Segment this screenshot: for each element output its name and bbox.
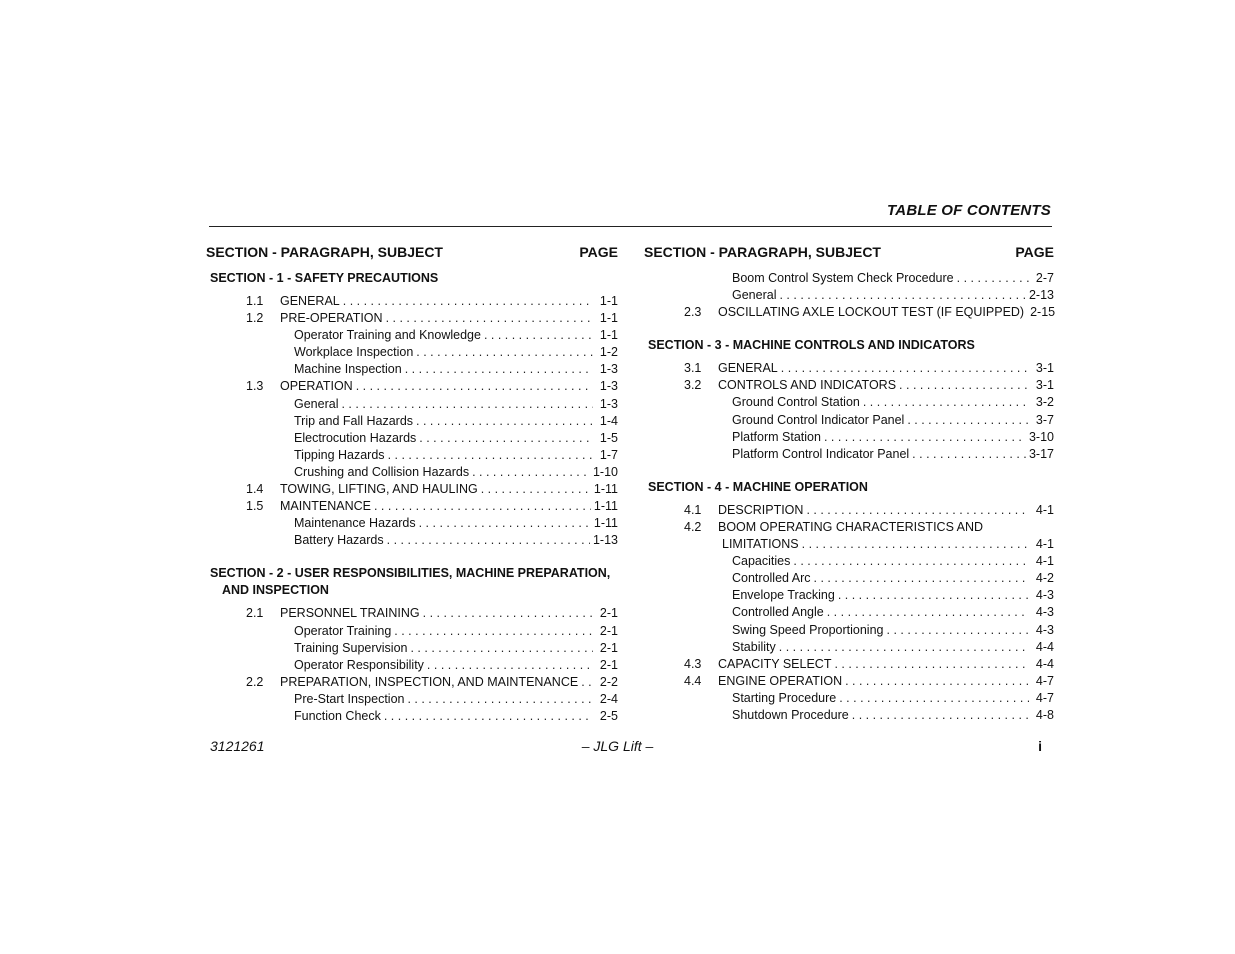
- toc-entry[interactable]: [644, 304, 1054, 321]
- toc-entry[interactable]: [644, 570, 1054, 587]
- toc-entry[interactable]: [644, 604, 1054, 621]
- toc-entry-page: 4-3: [1035, 622, 1054, 637]
- toc-entry-page: 4-1: [1035, 502, 1054, 517]
- leader-dots: [386, 310, 593, 327]
- toc-entry-page: 3-2: [1035, 395, 1054, 410]
- toc-entry-title: Capacities: [732, 554, 791, 569]
- toc-entry-title: OPERATION: [280, 379, 353, 394]
- toc-entry[interactable]: [644, 270, 1054, 287]
- toc-entry-page: 1-11: [593, 516, 618, 531]
- leader-dots: [779, 287, 1025, 304]
- toc-entry-number: 3.2: [684, 378, 702, 393]
- toc-entry-page: 1-11: [593, 482, 618, 497]
- toc-entry-page: 4-3: [1035, 605, 1054, 620]
- toc-entry[interactable]: [644, 360, 1054, 377]
- toc-entry-page: 3-1: [1035, 361, 1054, 376]
- toc-entry-number: 1.5: [246, 499, 264, 514]
- toc-entry[interactable]: [206, 691, 618, 708]
- toc-entry[interactable]: [206, 378, 618, 395]
- footer-brand: – JLG Lift –: [581, 738, 654, 754]
- toc-entry-page: 1-1: [599, 294, 618, 308]
- toc-entry-number: 4.1: [684, 502, 702, 517]
- toc-entry-title: Function Check: [294, 708, 381, 723]
- leader-dots: [416, 344, 593, 361]
- toc-entry-page: 4-7: [1035, 673, 1054, 688]
- toc-entry-title: Controlled Arc: [732, 571, 811, 586]
- toc-entry-page: 4-4: [1035, 656, 1054, 671]
- leader-dots: [343, 293, 593, 310]
- toc-entry-title: Operator Training and Knowledge: [294, 328, 481, 343]
- toc-entry-page: 2-7: [1035, 271, 1054, 285]
- section-1-title[interactable]: SECTION - 1 - SAFETY PRECAUTIONS: [210, 271, 439, 285]
- toc-entry-page: 3-7: [1035, 412, 1054, 427]
- page-header-title: TABLE OF CONTENTS: [887, 202, 1051, 219]
- toc-entry-title: CAPACITY SELECT: [718, 656, 832, 671]
- toc-entry[interactable]: [206, 481, 618, 498]
- toc-list: [644, 360, 1054, 463]
- leader-dots: [407, 691, 593, 708]
- leader-dots: [419, 515, 591, 532]
- leader-dots: [845, 673, 1029, 690]
- toc-entry[interactable]: [206, 640, 618, 657]
- toc-entry-title: General: [294, 396, 339, 411]
- column-header: [644, 244, 1054, 264]
- leader-dots: [887, 622, 1030, 639]
- column-header-subject: SECTION - PARAGRAPH, SUBJECT: [206, 244, 443, 260]
- toc-entry-title: Platform Station: [732, 429, 821, 444]
- toc-entry-page: 4-7: [1035, 690, 1054, 705]
- toc-entry-title: Workplace Inspection: [294, 345, 414, 360]
- toc-entry-number: 3.1: [684, 361, 702, 376]
- toc-list: [206, 605, 618, 725]
- leader-dots: [834, 656, 1029, 673]
- toc-entry-page: 4-2: [1035, 571, 1054, 586]
- leader-dots: [356, 378, 593, 395]
- toc-entry[interactable]: [644, 429, 1054, 446]
- toc-entry[interactable]: [206, 344, 618, 361]
- toc-entry[interactable]: [644, 394, 1054, 411]
- leader-dots: [581, 674, 593, 691]
- toc-entry-title: ENGINE OPERATION: [718, 673, 843, 688]
- leader-dots: [374, 498, 591, 515]
- leader-dots: [852, 707, 1029, 724]
- column-header: [206, 244, 618, 264]
- toc-entry-page: 4-1: [1035, 554, 1054, 569]
- toc-entry[interactable]: [206, 708, 618, 725]
- toc-entry-title: Crushing and Collision Hazards: [294, 464, 470, 479]
- section-2-title-line1: SECTION - 2 - USER RESPONSIBILITIES, MACHINE PREPARATION,: [210, 566, 611, 581]
- toc-entry-page: 4-1: [1035, 537, 1054, 552]
- toc-entry-page: 1-5: [599, 430, 618, 445]
- leader-dots: [806, 502, 1029, 519]
- toc-entry-number: 2.1: [246, 606, 264, 621]
- toc-entry-number: 2.2: [246, 674, 264, 689]
- toc-entry[interactable]: [206, 605, 618, 622]
- toc-entry-page: 2-1: [599, 657, 618, 672]
- footer-page-number: i: [1038, 738, 1042, 754]
- toc-entry-page: 4-8: [1035, 707, 1054, 722]
- toc-entry-page: 1-1: [599, 328, 618, 343]
- toc-left-column: [206, 244, 618, 725]
- toc-entry[interactable]: [644, 502, 1054, 519]
- toc-entry-title: Machine Inspection: [294, 362, 402, 377]
- toc-entry-title: Pre-Start Inspection: [294, 691, 405, 706]
- toc-entry[interactable]: [206, 447, 618, 464]
- column-header-subject: SECTION - PARAGRAPH, SUBJECT: [644, 244, 881, 260]
- toc-entry-title: TOWING, LIFTING, AND HAULING: [280, 482, 478, 497]
- toc-entry-page: 2-4: [599, 691, 618, 706]
- toc-entry-page: 1-10: [592, 464, 618, 479]
- section-2-title[interactable]: [206, 565, 618, 599]
- toc-entry[interactable]: [206, 413, 618, 430]
- toc-entry-number: 4.2: [684, 519, 702, 534]
- toc-entry[interactable]: [206, 327, 618, 344]
- leader-dots: [814, 570, 1029, 587]
- toc-entry-title: Controlled Angle: [732, 605, 824, 620]
- toc-entry-title: Platform Control Indicator Panel: [732, 446, 910, 461]
- toc-entry-page: 3-1: [1035, 378, 1054, 393]
- toc-entry[interactable]: [644, 377, 1054, 394]
- toc-entry-title: DESCRIPTION: [718, 502, 804, 517]
- toc-entry-title: GENERAL: [280, 294, 340, 308]
- toc-entry-title: LIMITATIONS: [722, 537, 799, 552]
- toc-entry-title: Stability: [732, 639, 776, 654]
- toc-entry[interactable]: [644, 287, 1054, 304]
- toc-entry-page: 1-3: [599, 362, 618, 377]
- footer-doc-number: 3121261: [210, 738, 265, 754]
- section-4-title[interactable]: SECTION - 4 - MACHINE OPERATION: [648, 479, 868, 494]
- toc-entry-page: 3-17: [1028, 446, 1054, 461]
- leader-dots: [341, 396, 593, 413]
- leader-dots: [419, 430, 593, 447]
- toc-entry-number: 1.3: [246, 379, 264, 394]
- leader-dots: [863, 394, 1029, 411]
- toc-entry[interactable]: [206, 464, 618, 481]
- column-header-page: PAGE: [579, 244, 618, 260]
- leader-dots: [957, 270, 1029, 287]
- toc-entry-page: 1-1: [599, 311, 618, 326]
- toc-entry[interactable]: [206, 293, 618, 310]
- toc-entry-number: 1.1: [246, 294, 264, 308]
- leader-dots: [416, 413, 593, 430]
- toc-entry-page: 1-2: [599, 345, 618, 360]
- toc-entry-title: Swing Speed Proportioning: [732, 622, 884, 637]
- toc-entry-title: OSCILLATING AXLE LOCKOUT TEST (IF EQUIPPED): [718, 305, 1025, 320]
- leader-dots: [410, 640, 593, 657]
- toc-entry[interactable]: [206, 310, 618, 327]
- toc-entry-number: 1.4: [246, 482, 264, 497]
- toc-entry-page: 2-13: [1028, 288, 1054, 303]
- leader-dots: [827, 604, 1029, 621]
- toc-entry[interactable]: [206, 498, 618, 515]
- toc-entry-page: 1-11: [593, 499, 618, 514]
- toc-entry-title: Ground Control Station: [732, 395, 860, 410]
- toc-entry[interactable]: [644, 412, 1054, 429]
- leader-dots: [384, 708, 593, 725]
- toc-entry[interactable]: [644, 622, 1054, 639]
- toc-entry-title: BOOM OPERATING CHARACTERISTICS AND: [718, 519, 984, 534]
- leader-dots: [481, 481, 591, 498]
- leader-dots: [427, 657, 593, 674]
- toc-entry-page: 4-3: [1035, 588, 1054, 603]
- leader-dots: [907, 412, 1029, 429]
- toc-entry[interactable]: [206, 657, 618, 674]
- toc-entry-page: 1-4: [599, 413, 618, 428]
- leader-dots: [899, 377, 1029, 394]
- leader-dots: [405, 361, 593, 378]
- leader-dots: [912, 446, 1026, 463]
- toc-entry-number: 4.4: [684, 673, 702, 688]
- toc-entry-page: 2-1: [599, 623, 618, 638]
- toc-entry[interactable]: [206, 430, 618, 447]
- toc-entry-title: Maintenance Hazards: [294, 516, 416, 531]
- leader-dots: [839, 690, 1029, 707]
- toc-entry-page: 2-15: [1030, 305, 1056, 320]
- leader-dots: [472, 464, 590, 481]
- leader-dots: [387, 532, 590, 549]
- toc-entry[interactable]: [206, 396, 618, 413]
- toc-list: [644, 553, 1054, 724]
- toc-entry-title: Battery Hazards: [294, 533, 384, 548]
- toc-entry[interactable]: [644, 446, 1054, 463]
- toc-entry[interactable]: [206, 674, 618, 691]
- toc-list: [206, 293, 618, 549]
- toc-entry-title: CONTROLS AND INDICATORS: [718, 378, 897, 393]
- toc-entry[interactable]: [644, 707, 1054, 724]
- leader-dots: [484, 327, 593, 344]
- toc-entry[interactable]: [644, 673, 1054, 690]
- toc-entry-title: MAINTENANCE: [280, 499, 371, 514]
- toc-entry-title: Envelope Tracking: [732, 588, 835, 603]
- toc-entry[interactable]: [206, 515, 618, 532]
- toc-entry-title: Starting Procedure: [732, 690, 837, 705]
- toc-list: [644, 502, 1054, 519]
- toc-entry-page: 1-3: [599, 379, 618, 394]
- toc-entry-title: Trip and Fall Hazards: [294, 413, 414, 428]
- toc-entry[interactable]: [644, 519, 1054, 536]
- toc-entry-title: Operator Training: [294, 623, 392, 638]
- leader-dots: [423, 605, 593, 622]
- toc-entry-page: 4-4: [1035, 639, 1054, 654]
- toc-entry-title: Boom Control System Check Procedure: [732, 271, 954, 285]
- column-header-page: PAGE: [1015, 244, 1054, 260]
- toc-entry[interactable]: [644, 639, 1054, 656]
- toc-entry-title: Electrocution Hazards: [294, 430, 417, 445]
- toc-entry-title: PRE-OPERATION: [280, 311, 383, 326]
- toc-entry-title: GENERAL: [718, 361, 778, 376]
- toc-entry-page: 1-3: [599, 396, 618, 411]
- leader-dots: [824, 429, 1026, 446]
- toc-entry-title: Shutdown Procedure: [732, 707, 849, 722]
- toc-entry-number: 1.2: [246, 311, 264, 326]
- toc-entry-title: PERSONNEL TRAINING: [280, 606, 420, 621]
- leader-dots: [793, 553, 1029, 570]
- toc-list: [644, 270, 1054, 321]
- leader-dots: [388, 447, 593, 464]
- toc-entry[interactable]: [644, 656, 1054, 673]
- toc-entry-page: 2-5: [599, 708, 618, 723]
- toc-entry[interactable]: [206, 623, 618, 640]
- toc-entry-page: 1-7: [599, 447, 618, 462]
- toc-entry-page: 1-13: [592, 533, 618, 548]
- leader-dots: [802, 536, 1029, 553]
- toc-entry-page: 2-1: [599, 640, 618, 655]
- toc-entry[interactable]: [644, 553, 1054, 570]
- leader-dots: [779, 639, 1029, 656]
- toc-entry-title: PREPARATION, INSPECTION, AND MAINTENANCE: [280, 674, 579, 689]
- toc-entry[interactable]: [206, 361, 618, 378]
- toc-right-column: [644, 244, 1054, 724]
- section-2-title-line2: AND INSPECTION: [222, 583, 329, 598]
- leader-dots: [394, 623, 593, 640]
- toc-entry-page: 2-1: [599, 606, 618, 621]
- toc-entry-title: Tipping Hazards: [294, 447, 385, 462]
- toc-entry-number: 2.3: [684, 305, 702, 320]
- toc-entry-title: Operator Responsibility: [294, 657, 424, 672]
- toc-entry-page: 2-2: [599, 674, 618, 689]
- leader-dots: [781, 360, 1029, 377]
- section-3-title[interactable]: SECTION - 3 - MACHINE CONTROLS AND INDICATORS: [648, 338, 975, 353]
- toc-entry[interactable]: [206, 532, 618, 549]
- toc-entry[interactable]: [644, 690, 1054, 707]
- toc-entry-continuation[interactable]: [644, 536, 1054, 553]
- toc-entry-title: Training Supervision: [294, 640, 408, 655]
- leader-dots: [838, 587, 1029, 604]
- toc-entry-page: 3-10: [1028, 429, 1054, 444]
- toc-entry-title: Ground Control Indicator Panel: [732, 412, 905, 427]
- toc-entry-title: General: [732, 288, 777, 303]
- header-rule: [209, 226, 1052, 227]
- toc-entry[interactable]: [644, 587, 1054, 604]
- toc-entry-number: 4.3: [684, 656, 702, 671]
